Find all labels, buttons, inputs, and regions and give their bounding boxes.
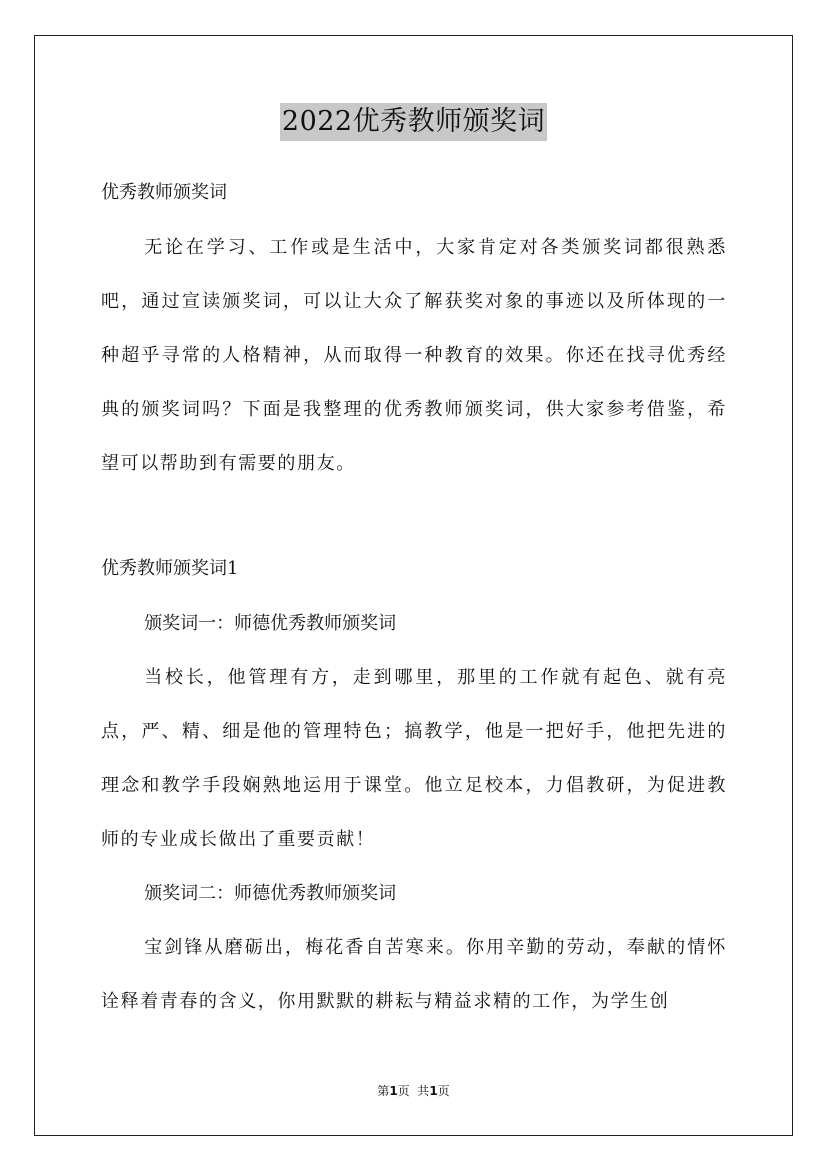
intro-paragraph: 无论在学习、工作或是生活中，大家肯定对各类颁奖词都很熟悉吧，通过宣读颁奖词，可以让大众了解获奖对象的事迹以及所体现的一种超乎寻常的人格精神，从而取得一种教育的效果。你还在找寻优秀经典的颁奖词吗？下面是我整理的优秀教师颁奖词，供大家参考借鉴，希望可以帮助到有需要的朋友。 <box>101 237 727 474</box>
title-container <box>0 103 827 141</box>
footer-mid: 页 共 <box>397 1084 430 1098</box>
document-title: 2022优秀教师颁奖词 <box>280 103 547 141</box>
page-footer <box>0 1082 827 1099</box>
document-body <box>101 165 727 1029</box>
footer-page-num: 1 <box>389 1084 398 1098</box>
footer-page-total: 1 <box>429 1084 438 1098</box>
section-title: 优秀教师颁奖词1 <box>101 558 239 579</box>
footer-pre: 第 <box>377 1084 390 1098</box>
award2-paragraph: 宝剑锋从磨砺出，梅花香自苦寒来。你用辛勤的劳动，奉献的情怀诠释着青春的含义，你用默默的耕耘与精益求精的工作，为学生创 <box>101 937 727 1012</box>
award2-title: 颁奖词二：师德优秀教师颁奖词 <box>144 883 397 904</box>
award1-title: 颁奖词一：师德优秀教师颁奖词 <box>144 613 397 634</box>
spacer <box>101 491 727 541</box>
document-heading: 优秀教师颁奖词 <box>101 182 227 203</box>
footer-post: 页 <box>437 1084 450 1098</box>
award1-paragraph: 当校长，他管理有方，走到哪里，那里的工作就有起色、就有亮点，严、精、细是他的管理特色；搞教学，他是一把好手，他把先进的理念和教学手段娴熟地运用于课堂。他立足校本，力倡教研，为促进教师的专业成长做出了重要贡献！ <box>101 667 727 850</box>
